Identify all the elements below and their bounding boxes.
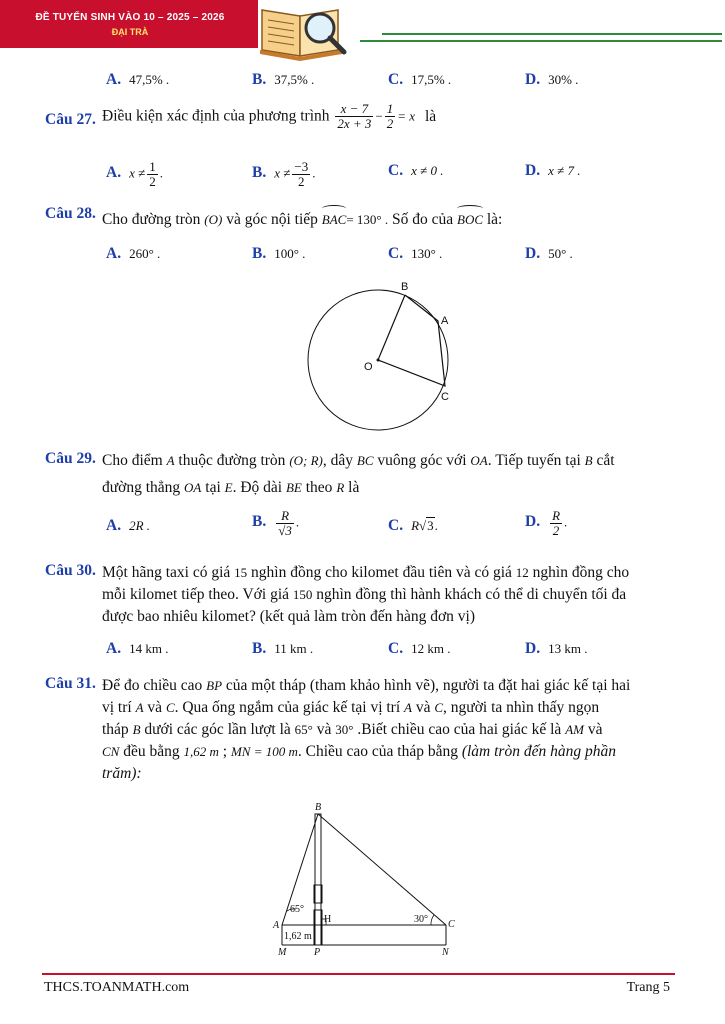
q31-number: Câu 31. <box>45 675 96 692</box>
q30-line2: mỗi kilomet tiếp theo. Với giá 150 nghìn đồng thì hành khách có thể di chuyển tối đa <box>102 586 627 603</box>
q26-option-b: B. 37,5% . <box>252 71 315 88</box>
label-a: A <box>441 315 449 327</box>
q27-option-d: D. x ≠ 7 . <box>525 162 581 179</box>
chord-lines <box>378 295 445 386</box>
footer-site: THCS.TOANMATH.com <box>44 980 190 995</box>
q29-option-c: C. R√3. <box>388 517 438 534</box>
header-rule-bottom <box>360 40 722 42</box>
q29-option-b: B. $\frac{R}{√3}$ . <box>252 508 300 538</box>
label-c: C <box>448 919 455 930</box>
q29-line1: Cho điểm A thuộc đường tròn (O; R), dây BC vuông góc với OA. Tiếp tuyến tại B cắt <box>102 452 615 469</box>
header-rule-top <box>382 33 722 35</box>
label-n: N <box>442 947 449 958</box>
q31-line5: trăm): <box>102 765 142 782</box>
q28-option-a: A. 260° . <box>106 245 161 262</box>
q31-line1: Để đo chiều cao BP của một tháp (tham khảo hình vẽ), người ta đặt hai giác kế tại hai <box>102 677 631 694</box>
angle-30: 30° <box>414 914 428 925</box>
q30-option-c: C. 12 km . <box>388 640 451 657</box>
header-subtitle: ĐẠI TRÀ <box>111 27 149 37</box>
q28-option-d: D. 50° . <box>525 245 573 262</box>
q31-figure <box>268 800 458 960</box>
label-p: P <box>314 947 321 958</box>
header-band <box>0 0 258 48</box>
q28-option-b: B. 100° . <box>252 245 306 262</box>
label-o: O <box>364 361 373 373</box>
q31-line2: vị trí A và C. Qua ống ngắm của giác kế tại vị trí A và C, người ta nhìn thấy ngọn <box>102 699 600 716</box>
label-b: B <box>315 802 322 813</box>
footer-rule <box>42 973 675 975</box>
label-h: H <box>324 914 332 925</box>
q27-number: Câu 27. <box>45 111 96 128</box>
header-title: ĐỀ TUYỂN SINH VÀO 10 – 2025 – 2026 <box>35 12 225 23</box>
label-m: M <box>278 947 287 958</box>
q27-option-c: C. x ≠ 0 . <box>388 162 444 179</box>
footer-page: Trang 5 <box>626 980 670 995</box>
q28-number: Câu 28. <box>45 205 96 222</box>
q26-option-a: A. 47,5% . <box>106 71 170 88</box>
q30-option-d: D. 13 km . <box>525 640 588 657</box>
q27-option-a: A. x ≠ $\frac{1}{2}$ . <box>106 159 163 189</box>
q29-line2: đường thẳng OA tại E. Độ dài BE theo R là <box>102 479 360 496</box>
label-c: C <box>441 391 449 403</box>
q30-line3: được bao nhiêu kilomet? (kết quả làm tròn đến hàng đơn vị) <box>102 608 476 625</box>
q28-figure <box>300 276 470 436</box>
angle-65: 65° <box>290 904 304 915</box>
q29-option-a: A. 2R . <box>106 517 151 534</box>
q26-option-c: C. 17,5% . <box>388 71 452 88</box>
q30-number: Câu 30. <box>45 562 96 579</box>
q30-line1: Một hãng taxi có giá 15 nghìn đồng cho kilomet đầu tiên và có giá 12 nghìn đồng cho <box>102 564 630 581</box>
q26-option-d: D. 30% . <box>525 71 579 88</box>
q27-text: Điều kiện xác định của phương trình $\frac{x - 7}{2x + 3}$ − $\frac{1}{2}$ = x là <box>102 101 437 131</box>
book-magnifier-icon <box>258 0 348 62</box>
q29-option-d: D. $\frac{R}{2}$ . <box>525 508 568 538</box>
q30-option-b: B. 11 km . <box>252 640 314 657</box>
label-b: B <box>401 281 409 293</box>
q28-text: Cho đường tròn (O) và góc nội tiếp BAC= 130° . Số đo của BOC là: <box>102 205 502 231</box>
q29-number: Câu 29. <box>45 450 96 467</box>
q31-line3: tháp B dưới các góc lần lượt là 65° và 30° .Biết chiều cao của hai giác kế là AM và <box>102 721 603 738</box>
label-a: A <box>273 920 280 931</box>
q27-option-b: B. x ≠ $\frac{-3}{2}$ . <box>252 159 316 189</box>
height-label: 1,62 m <box>284 931 312 942</box>
q28-option-c: C. 130° . <box>388 245 443 262</box>
q31-line4: CN đều bằng 1,62 m ; MN = 100 m. Chiều cao của tháp bằng (làm tròn đến hàng phần <box>102 743 616 760</box>
q30-option-a: A. 14 km . <box>106 640 169 657</box>
